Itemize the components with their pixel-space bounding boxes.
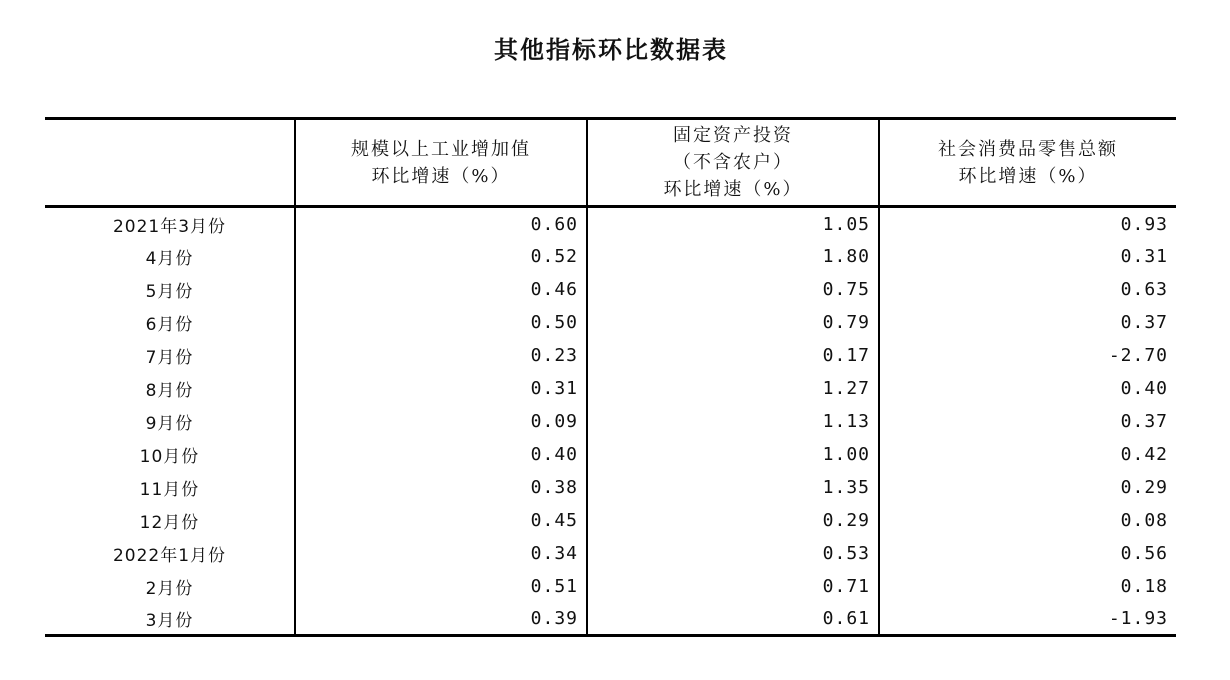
table-row bbox=[45, 570, 1176, 603]
cell-investment-growth: 1.13 bbox=[587, 405, 879, 438]
header-text: 环比增速（%） bbox=[371, 165, 511, 187]
cell-retail-growth: 0.37 bbox=[879, 306, 1176, 339]
cell-retail-growth: 0.29 bbox=[879, 471, 1176, 504]
cell-investment-growth: 0.75 bbox=[587, 273, 879, 306]
header-industry-growth bbox=[295, 119, 587, 207]
table-row bbox=[45, 603, 1176, 636]
cell-industry-growth: 0.45 bbox=[295, 504, 587, 537]
row-period-label: 5月份 bbox=[145, 281, 194, 302]
header-text: 环比增速（%） bbox=[663, 179, 803, 200]
row-period-label: 2022年1月份 bbox=[112, 545, 227, 566]
cell-industry-growth: 0.39 bbox=[295, 603, 587, 636]
header-retail-growth bbox=[879, 119, 1176, 207]
cell-investment-growth: 1.35 bbox=[587, 471, 879, 504]
cell-retail-growth: 0.93 bbox=[879, 207, 1176, 240]
header-text: （不含农户） bbox=[673, 152, 793, 173]
header-text: 固定资产投资 bbox=[673, 125, 793, 146]
row-period-label: 12月份 bbox=[139, 512, 200, 533]
cell-retail-growth: 0.31 bbox=[879, 240, 1176, 273]
cell-investment-growth: 1.00 bbox=[587, 438, 879, 471]
row-period-label: 6月份 bbox=[145, 314, 194, 335]
row-period-label: 7月份 bbox=[145, 347, 194, 368]
cell-industry-growth: 0.31 bbox=[295, 372, 587, 405]
cell-industry-growth: 0.09 bbox=[295, 405, 587, 438]
row-period-label: 4月份 bbox=[145, 248, 194, 269]
cell-investment-growth: 0.61 bbox=[587, 603, 879, 636]
table-header bbox=[45, 119, 1176, 207]
cell-industry-growth: 0.60 bbox=[295, 207, 587, 240]
table-row bbox=[45, 240, 1176, 273]
header-row bbox=[45, 119, 1176, 207]
row-period-label: 2021年3月份 bbox=[112, 217, 227, 238]
header-investment-growth bbox=[587, 119, 879, 207]
cell-retail-growth: 0.42 bbox=[879, 438, 1176, 471]
row-period-label: 9月份 bbox=[145, 413, 194, 434]
cell-investment-growth: 0.71 bbox=[587, 570, 879, 603]
cell-investment-growth: 1.80 bbox=[587, 240, 879, 273]
cell-retail-growth: 0.08 bbox=[879, 504, 1176, 537]
cell-industry-growth: 0.23 bbox=[295, 339, 587, 372]
cell-retail-growth: 0.40 bbox=[879, 372, 1176, 405]
cell-retail-growth: 0.37 bbox=[879, 405, 1176, 438]
table-row bbox=[45, 339, 1176, 372]
row-period-label: 11月份 bbox=[139, 479, 200, 500]
cell-industry-growth: 0.34 bbox=[295, 537, 587, 570]
table-row bbox=[45, 372, 1176, 405]
cell-industry-growth: 0.51 bbox=[295, 570, 587, 603]
cell-retail-growth: 0.63 bbox=[879, 273, 1176, 306]
cell-retail-growth: 0.18 bbox=[879, 570, 1176, 603]
cell-investment-growth: 0.79 bbox=[587, 306, 879, 339]
table-row bbox=[45, 306, 1176, 339]
cell-industry-growth: 0.46 bbox=[295, 273, 587, 306]
cell-retail-growth: 0.56 bbox=[879, 537, 1176, 570]
table-row bbox=[45, 537, 1176, 570]
cell-industry-growth: 0.40 bbox=[295, 438, 587, 471]
header-period bbox=[45, 119, 295, 207]
cell-investment-growth: 0.53 bbox=[587, 537, 879, 570]
row-period-label: 2月份 bbox=[145, 578, 194, 599]
row-period-label: 10月份 bbox=[139, 446, 200, 467]
cell-industry-growth: 0.52 bbox=[295, 240, 587, 273]
header-text: 规模以上工业增加值 bbox=[351, 138, 531, 160]
table-row bbox=[45, 273, 1176, 306]
header-text: 环比增速（%） bbox=[958, 165, 1098, 187]
page-title: 其他指标环比数据表 bbox=[494, 36, 728, 64]
cell-retail-growth: -1.93 bbox=[879, 603, 1176, 636]
cell-investment-growth: 0.17 bbox=[587, 339, 879, 372]
table-body bbox=[45, 207, 1176, 636]
indicator-table bbox=[45, 117, 1176, 637]
cell-investment-growth: 1.05 bbox=[587, 207, 879, 240]
cell-investment-growth: 0.29 bbox=[587, 504, 879, 537]
header-text: 社会消费品零售总额 bbox=[938, 138, 1118, 160]
cell-investment-growth: 1.27 bbox=[587, 372, 879, 405]
table-row bbox=[45, 471, 1176, 504]
row-period-label: 3月份 bbox=[45, 603, 295, 636]
row-period-label: 8月份 bbox=[145, 380, 194, 401]
table-row bbox=[45, 207, 1176, 240]
cell-retail-growth: -2.70 bbox=[879, 339, 1176, 372]
table-row bbox=[45, 438, 1176, 471]
table-row bbox=[45, 504, 1176, 537]
cell-industry-growth: 0.50 bbox=[295, 306, 587, 339]
table-row bbox=[45, 405, 1176, 438]
cell-industry-growth: 0.38 bbox=[295, 471, 587, 504]
